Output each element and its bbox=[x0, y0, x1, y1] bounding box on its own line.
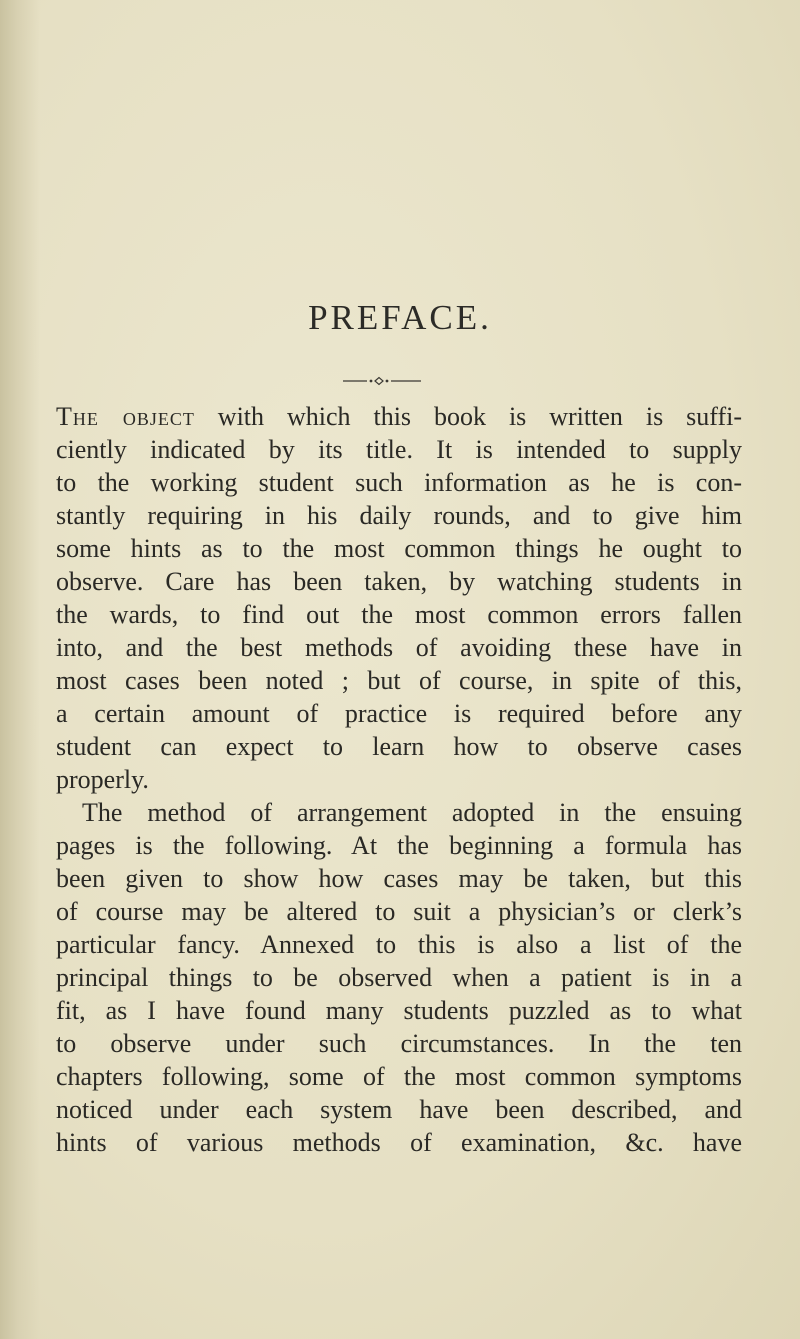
text-line: most cases been noted ; but of course, in spite of this, bbox=[56, 666, 742, 695]
text-line: a certain amount of practice is required before any bbox=[56, 699, 742, 728]
page-title: PREFACE. bbox=[308, 298, 492, 337]
text-line: some hints as to the most common things he ought to bbox=[56, 534, 742, 563]
text-line: fit, as I have found many students puzzled as to what bbox=[56, 996, 742, 1025]
text-line: to the working student such information as he is con- bbox=[56, 468, 742, 497]
text-line: to observe under such circumstances. In the ten bbox=[56, 1029, 742, 1058]
preface-text bbox=[56, 400, 742, 1159]
text-line: The object with which this book is written is suffi- bbox=[56, 402, 742, 431]
text-line: the wards, to find out the most common errors fallen bbox=[56, 600, 742, 629]
text-line: noticed under each system have been described, and bbox=[56, 1095, 742, 1124]
text-line: ciently indicated by its title. It is intended to supply bbox=[56, 435, 742, 464]
text-line: been given to show how cases may be taken, but this bbox=[56, 864, 742, 893]
opening-words: The object bbox=[56, 402, 195, 431]
text-line: particular fancy. Annexed to this is also a list of the bbox=[56, 930, 742, 959]
text-line: stantly requiring in his daily rounds, and to give him bbox=[56, 501, 742, 530]
ornament-divider-icon bbox=[339, 375, 439, 387]
text-line: pages is the following. At the beginning a formula has bbox=[56, 831, 742, 860]
text-line: observe. Care has been taken, by watching students in bbox=[56, 567, 742, 596]
gutter-shadow bbox=[0, 0, 40, 1339]
text-line: of course may be altered to suit a physician’s or clerk’s bbox=[56, 897, 742, 926]
text-line: The method of arrangement adopted in the ensuing bbox=[82, 798, 742, 827]
text-line: hints of various methods of examination, &c. have bbox=[56, 1128, 742, 1157]
text-line: properly. bbox=[56, 765, 149, 794]
text-line: chapters following, some of the most common symptoms bbox=[56, 1062, 742, 1091]
text-line: student can expect to learn how to observe cases bbox=[56, 732, 742, 761]
text-line: into, and the best methods of avoiding these have in bbox=[56, 633, 742, 662]
text-line: principal things to be observed when a patient is in a bbox=[56, 963, 742, 992]
